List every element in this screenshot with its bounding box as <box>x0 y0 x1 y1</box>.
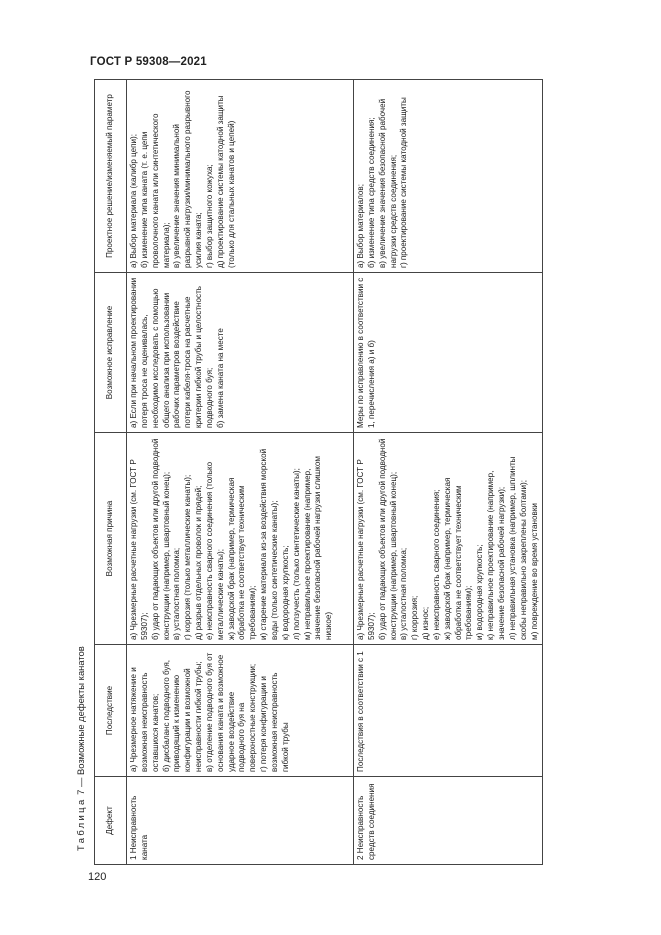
consequence-cell <box>127 645 354 777</box>
cause-cell <box>354 433 543 645</box>
consequence-item: в) отделение подводного буя от основания каната и возможное ударное воздействие подводного буя на поверхностные конструкции; <box>204 652 258 772</box>
consequence-item: г) потеря конфигурации и возможная неисправность гибкой трубы <box>259 672 290 772</box>
design-item: б) изменение типа средств соединения; <box>366 117 376 268</box>
cause-item: е) неисправность сварного соединения (только металлические канаты); <box>204 461 225 640</box>
fix-item: а) Если при начальном проектировании потеря троса не оценивалась, необходимо исследовать с помощью общего анализа при использовании рабочих параметров воздействие потери кабеля-троса на расчетные критерии гибкой трубы и целостность подводного буя; <box>129 277 214 428</box>
cause-item: и) старение материала из-за воздействия морской воды (только синтетические канаты); <box>259 448 279 640</box>
fix-item: Меры по исправлению в соответствии с 1, перечисления а) и б) <box>356 277 376 428</box>
column-header-defect: Дефект <box>95 777 127 865</box>
defect-name: 1 Неисправность каната <box>129 795 149 860</box>
column-header-fix: Возможное исправление <box>95 273 127 433</box>
consequence-item: б) дисбаланс подводного буя, приводящий к изменению конфигурации и возможной неисправности гибкой трубы; <box>161 659 204 772</box>
defect-cell <box>127 777 354 865</box>
cause-item: б) удар от падающих объектов или другой подводной конструкции (например, швартовный конец); <box>150 438 171 640</box>
design-cell <box>354 80 543 273</box>
table-caption <box>75 646 86 851</box>
cause-item: к) неправильное проектирование (например, значение безопасной рабочей нагрузки); <box>486 470 506 640</box>
cause-item: к) водородная хрупкость; <box>280 545 290 640</box>
table-row <box>127 80 354 865</box>
caption-text: 7 — Возможные дефекты канатов <box>75 646 86 798</box>
caption-prefix: Таблица <box>75 797 86 851</box>
cause-item: л) ползучесть (только синтетические канаты); <box>291 468 301 640</box>
defect-cell <box>354 777 543 865</box>
cause-item: и) водородная хрупкость; <box>475 544 485 640</box>
design-item: в) увеличение значения минимальной разрывной нагрузки/минимального разрывного усилия каната; <box>172 90 204 268</box>
design-item: а) Выбор материалов; <box>356 184 365 268</box>
cause-item: д) износ; <box>421 606 431 640</box>
design-cell <box>127 80 354 273</box>
cause-item: б) удар от падающих объектов или другой подводной конструкции (например, швартовный конец); <box>377 438 398 640</box>
cause-item: ж) заводской брак (например, термическая обработка не соответствует техническим требованиям); <box>226 477 258 640</box>
cause-item: е) неисправность сварного соединения; <box>431 489 441 640</box>
design-item: г) выбор защитного кожуха; <box>204 164 214 268</box>
cause-item: в) усталостная поломка; <box>399 547 409 640</box>
table-header-row <box>95 80 127 865</box>
fix-cell <box>127 273 354 433</box>
design-item: а) Выбор материала (калибр цепи); <box>129 134 138 268</box>
cause-item: г) коррозия; <box>410 595 420 640</box>
consequence-item: Последствия в соответствии с 1 <box>356 651 365 772</box>
cause-item: а) Чрезмерные расчетные нагрузки (см. ГОСТ Р 59307); <box>129 459 149 640</box>
design-item: д) проектирование системы катодной защиты (только для стальных канатов и цепей) <box>215 95 236 268</box>
consequence-item: а) Чрезмерное натяжение и возможная неисправность оставшихся канатов; <box>129 667 160 772</box>
cause-item: а) Чрезмерные расчетные нагрузки (см. ГОСТ Р 59307); <box>356 459 376 640</box>
cause-item: м) повреждение во время установки <box>529 503 539 640</box>
column-header-consequence: Последствие <box>95 645 127 777</box>
fix-cell <box>354 273 543 433</box>
defects-table <box>94 79 543 865</box>
rotated-table-block <box>75 80 635 865</box>
cause-item: м) неправильное проектирование (например, значение безопасной рабочей нагрузки слишком низкое) <box>302 456 334 640</box>
column-header-cause: Возможная причина <box>95 433 127 645</box>
page-number: 120 <box>88 871 107 883</box>
cause-item: д) разрыв отдельных проволок и прядей; <box>194 485 204 640</box>
fix-item: б) замена каната на месте <box>215 328 225 428</box>
column-header-design: Проектное решение/изменяемый параметр <box>95 80 127 273</box>
consequence-cell <box>354 645 543 777</box>
cause-item: в) усталостная поломка; <box>172 547 182 640</box>
defect-name: 2 Неисправность средств соединения <box>356 783 376 860</box>
design-item: б) изменение типа каната (т. е. цепи проволочного каната или синтетического материала); <box>139 113 171 268</box>
document-header: ГОСТ Р 59308—2021 <box>90 56 207 68</box>
cause-cell <box>127 433 354 645</box>
design-item: г) проектирование системы катодной защиты <box>399 97 409 268</box>
cause-item: г) коррозия (только металлические канаты); <box>183 474 193 640</box>
cause-item: л) неправильная установка (например, шплинты скобы неправильно закреплены болтами); <box>507 456 528 640</box>
design-item: в) увеличение значения безопасной рабочей нагрузки средств соединения; <box>377 98 398 268</box>
cause-item: ж) заводской брак (например, термическая обработка не соответствует техническим требованиям); <box>442 477 474 640</box>
table-row <box>354 80 543 865</box>
